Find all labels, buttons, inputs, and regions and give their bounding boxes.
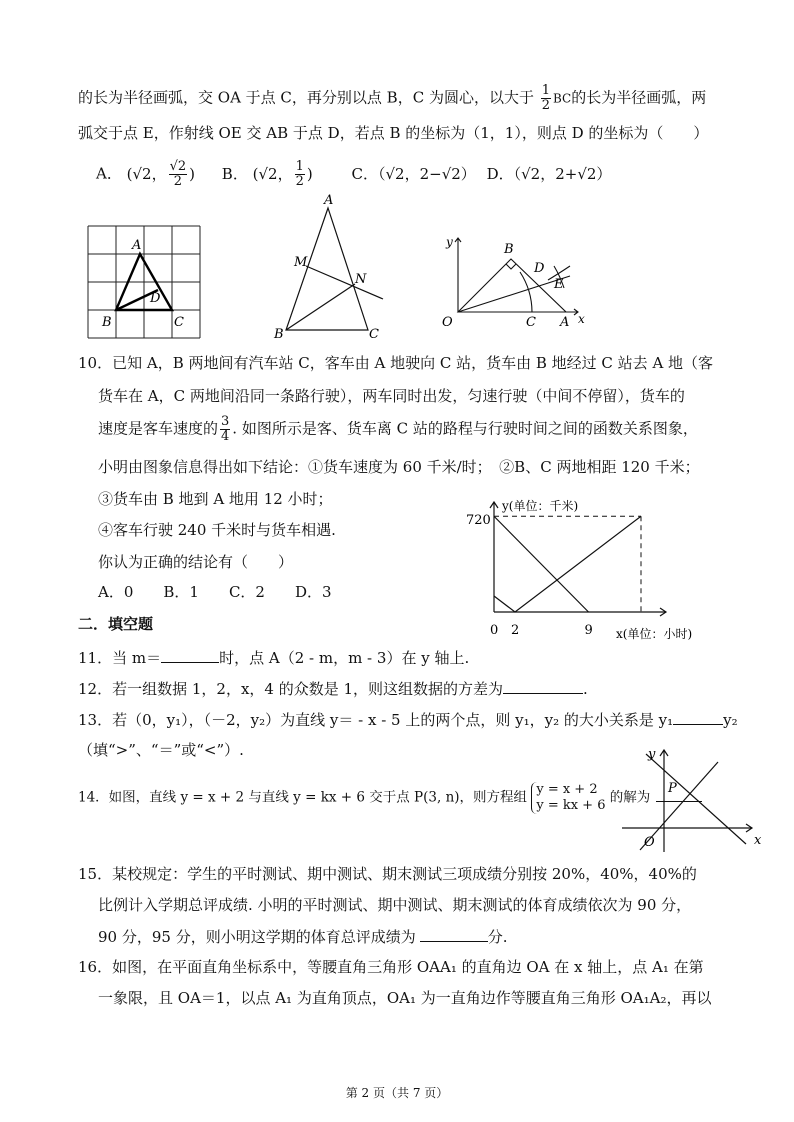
coord-label-o: O — [442, 315, 453, 330]
coord-label-a: A — [560, 315, 570, 330]
tri-label-a: A — [324, 193, 334, 208]
x-tick-0: 0 — [490, 623, 499, 638]
page-footer: 第 2 页（共 7 页） — [345, 1086, 449, 1100]
option-d: D．（√2，2+√2） — [486, 164, 612, 183]
q14-label-o: O — [644, 835, 655, 850]
tri-label-c: C — [369, 327, 379, 342]
x-tick-2: 2 — [511, 623, 520, 638]
q10-line5: ③货车由 B 地到 A 地用 12 小时； — [98, 490, 333, 508]
q9-line1: 的长为半径画弧，交 OA 于点 C，再分别以点 B，C 为圆心，以大于 $\frac{1}{2}$ BC的长为半径画弧，两 — [78, 83, 707, 113]
option-a: (√2， $\frac{√2}{2}$ ) — [126, 159, 196, 189]
y-axis-label: y(单位：千米) — [502, 499, 579, 513]
coord-label-e: E — [554, 277, 564, 292]
coord-label-c: C — [526, 315, 536, 330]
q10-line6: ④客车行驶 240 千米时与货车相遇. — [98, 521, 336, 539]
tri-label-n: N — [355, 272, 367, 287]
equation-system: y = x + 2 y = kx + 6 — [531, 782, 605, 814]
tri-label-b: B — [274, 327, 284, 342]
grid-label-b: B — [102, 315, 112, 330]
q15-line3: 90 分，95 分，则小明这学期的体育总评成绩为 分. — [98, 925, 508, 947]
coord-label-d: D — [534, 261, 545, 276]
q12: 12．若一组数据 1，2，x，4 的众数是 1，则这组数据的方差为 . — [78, 677, 588, 699]
x-axis-label: x(单位：小时) — [616, 627, 693, 641]
q13-line1: 13．若（0，y₁），（－2，y₂）为直线 y＝ - x - 5 上的两个点，则 y₁，y₂ 的大小关系是 y₁ y₂ — [78, 708, 738, 730]
coordinate-figure — [440, 228, 590, 338]
tri-label-m: M — [294, 255, 308, 270]
section-title: 二．填空题 — [78, 615, 154, 633]
grid-label-d: D — [150, 291, 161, 306]
grid-figure — [80, 222, 210, 342]
q10-line7: 你认为正确的结论有（ ） — [98, 553, 294, 571]
coord-label-y: y — [446, 235, 453, 249]
q14-label-x: x — [754, 833, 762, 848]
q13-answer-blank[interactable] — [673, 708, 723, 725]
q16-line2: 一象限，且 OA＝1，以点 A₁ 为直角顶点，OA₁ 为一直角边作等腰直角三角形 OA₁A₂，再以 — [98, 989, 712, 1007]
y-tick-720: 720 — [466, 513, 491, 528]
q13-line2: （填“>”、“＝”或“<”）. — [78, 741, 244, 759]
q14-label-y: y — [648, 747, 656, 762]
q15-answer-blank[interactable] — [420, 925, 488, 942]
q16-line1: 16．如图，在平面直角坐标系中，等腰直角三角形 OAA₁ 的直角边 OA 在 x 轴上，点 A₁ 在第 — [78, 958, 704, 976]
q10-line2: 货车在 A，C 两地间沿同一条路行驶），两车同时出发，匀速行驶（中间不停留），货车的 — [98, 387, 685, 405]
q15-line2: 比例计入学期总评成绩. 小明的平时测试、期中测试、期末测试的体育成绩依次为 90 分， — [98, 896, 692, 914]
q11-answer-blank[interactable] — [161, 646, 219, 663]
coord-label-x: x — [578, 312, 585, 326]
x-tick-9: 9 — [584, 623, 593, 638]
grid-label-c: C — [174, 315, 184, 330]
q10-line3: 速度是客车速度的 $\frac{3}{4}$ . 如图所示是客、货车离 C 站的路程与行驶时间之间的函数关系图象， — [98, 414, 698, 444]
triangle-figure — [270, 192, 395, 344]
coord-label-b: B — [504, 242, 514, 257]
q9-line2: 弧交于点 E，作射线 OE 交 AB 于点 D，若点 B 的坐标为（1，1），则点 D 的坐标为（ ） — [78, 124, 709, 142]
q15-line1: 15．某校规定：学生的平时测试、期中测试、期末测试三项成绩分别按 20%，40%，40%的 — [78, 865, 697, 883]
q10-line4: 小明由图象信息得出如下结论：①货车速度为 60 千米/时； ②B、C 两地相距 120 千米； — [98, 458, 700, 476]
q9-options: A． (√2， $\frac{√2}{2}$ ) B． (√2， $\frac{1}{2}$ ) C．（√2，2−√2） D．（√2，2+√2） — [96, 159, 612, 189]
q14-label-p: P — [668, 781, 677, 796]
q10-line1: 10．已知 A，B 两地间有汽车站 C，客车由 A 地驶向 C 站，货车由 B 地经过 C 站去 A 地（客 — [78, 354, 714, 372]
speed-fraction: $\frac{3}{4}$ — [221, 414, 230, 444]
q10-options: A．0 B．1 C．2 D．3 — [98, 583, 332, 601]
grid-label-a: A — [132, 238, 142, 253]
distance-time-chart — [460, 494, 693, 644]
option-c: C．（√2，2−√2） — [351, 164, 476, 183]
q14-figure — [618, 742, 768, 854]
option-b: (√2， $\frac{1}{2}$ ) — [252, 159, 313, 189]
q12-answer-blank[interactable] — [503, 677, 583, 694]
q11: 11．当 m＝ 时，点 A（2 - m，m - 3）在 y 轴上. — [78, 646, 469, 668]
series-line-2 — [494, 516, 641, 612]
series-line-1 — [494, 516, 589, 612]
q14: 14．如图，直线 y = x + 2 与直线 y = kx + 6 交于点 P(3, n)，则方程组 y = x + 2 y = kx + 6 的解为 — [78, 782, 702, 814]
half-fraction: $\frac{1}{2}$ — [541, 83, 551, 113]
